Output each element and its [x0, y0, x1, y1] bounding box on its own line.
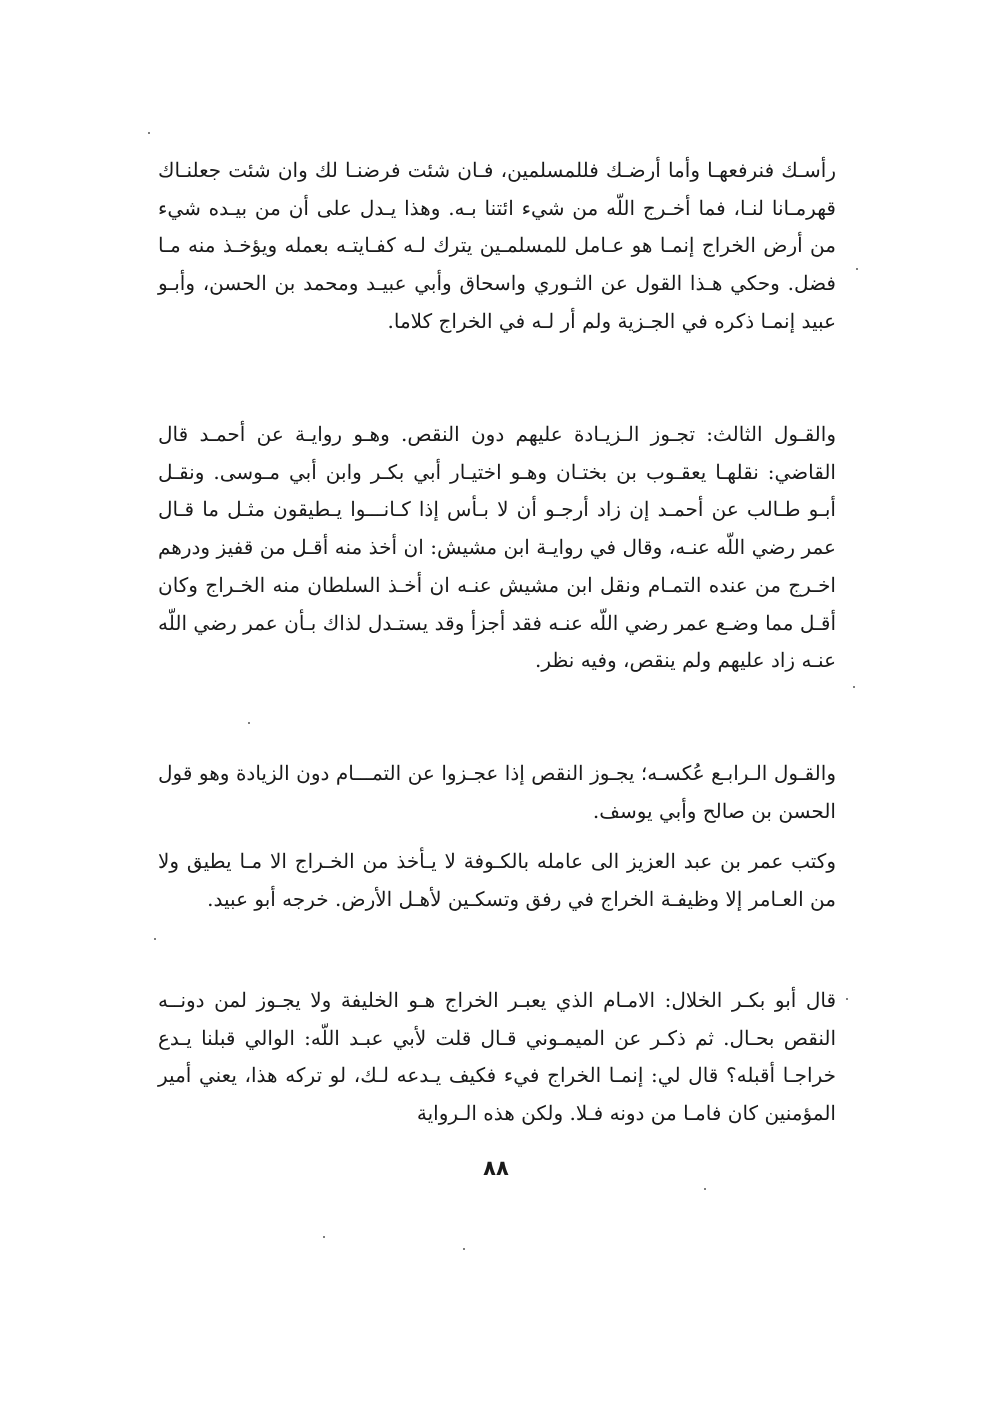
paragraph-3-text: والقـول الـرابـع عُكسـه؛ يجـوز النقص إذا عجـزوا عن التمـــام دون الزيادة وهو قول الحسن بن صالح وأبي يوسف. — [158, 761, 836, 823]
paragraph-5-text: قال أبو بكـر الخلال: الامـام الذي يعبـر الخراج هـو الخليفة ولا يجـوز لمن دونــه النقص بحـال. ثم ذكـر عن الميمـوني قـال قلت لأبي عبـد اللّه: الوالي قبلنا يـدع خراجـا أقبله؟ قال لي: إنمـا الخراج فيء فكيف يـدعه لـك، لو تركه هذا، يعني أمير المؤمنين كان فامـا من دونه فـلا. ولكن هذه الـرواية — [158, 988, 836, 1126]
body-paragraph — [158, 152, 836, 341]
body-paragraph — [158, 843, 836, 918]
body-paragraph — [158, 755, 836, 830]
scan-speck — [463, 1248, 465, 1250]
scan-speck — [148, 132, 150, 134]
body-paragraph — [158, 416, 836, 680]
body-paragraph — [158, 982, 836, 1133]
scan-speck — [154, 938, 156, 940]
scan-speck — [323, 1236, 325, 1238]
scan-speck — [704, 1188, 706, 1190]
page-number: ٨٨ — [483, 1156, 509, 1180]
paragraph-1-text: رأسـك فنرفعهـا وأما أرضـك فللمسلمين، فـان شئت فرضنـا لك وان شئت جعلنـاك قهرمـانا لنـا، فما أخـرج اللّه من شيء ائتنا بـه. وهذا يـدل على أن من بيـده شيء من أرض الخراج إنمـا هو عـامل للمسلمـين يترك لـه كفـايتـه بعمله ويؤخـذ منه مـا فضل. وحكي هـذا القول عن الثـوري واسحاق وأبي عبيـد ومحمد بن الحسن، وأبـو عبيد إنمـا ذكره في الجـزية ولم أر لـه في الخراج كلاما. — [158, 158, 836, 333]
scan-speck — [856, 268, 858, 270]
scan-speck — [853, 686, 855, 688]
scan-speck — [846, 998, 848, 1000]
paragraph-4-text: وكتب عمر بن عبد العزيز الى عامله بالكـوفة لا يـأخذ من الخـراج الا مـا يطيق ولا من العـامر إلا وظيفـة الخراج في رفق وتسكـين لأهـل الأرض. خرجه أبو عبيد. — [158, 849, 836, 911]
scan-speck — [248, 722, 250, 724]
paragraph-2-text: والقـول الثالث: تجـوز الـزيـادة عليهم دون النقص. وهـو روايـة عن أحمـد قال القاضي: نقلهـا يعقـوب بن بختـان وهـو اختيـار أبي بكـر وابن أبي مـوسى. ونقـل أبـو طـالب عن أحمـد إن زاد أرجـو أن لا بـأس إذا كـانـــوا يـطيقون مثـل ما قـال عمر رضي اللّه عنـه، وقال في روايـة ابن مشيش: ان أخذ منه أقـل من قفيز ودرهم اخـرج من عنده التمـام ونقل ابن مشيش عنـه ان أخـذ السلطان منه الخـراج وكان أقـل مما وضـع عمر رضي اللّه عنـه فقد أجزأ وقد يستـدل لذاك بـأن عمر رضي اللّه عنـه زاد عليهم ولم ينقص، وفيه نظر. — [158, 422, 836, 673]
